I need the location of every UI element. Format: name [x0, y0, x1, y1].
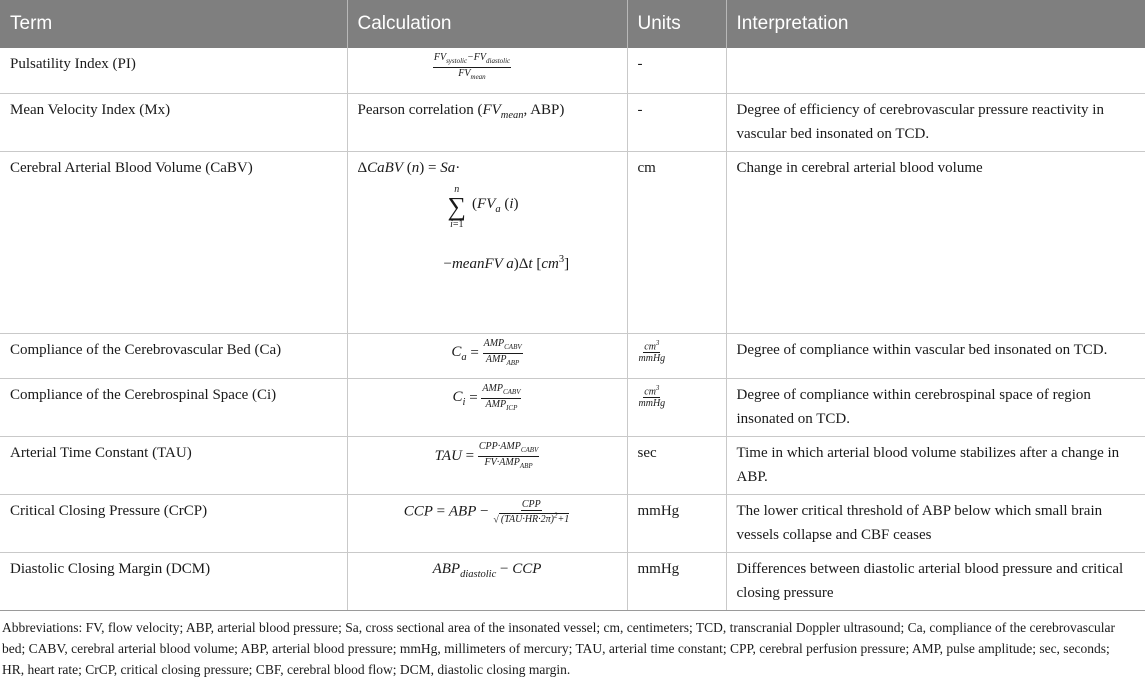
table-row — [0, 151, 1145, 333]
units-cell — [627, 333, 726, 378]
term-cell: Mean Velocity Index (Mx) — [0, 93, 347, 151]
term-cell: Cerebral Arterial Blood Volume (CaBV) — [0, 151, 347, 333]
calculation-formula: $C_a$ = $\frac{AMP_{CABV}}{AMP_{ABP}}$ — [347, 333, 627, 378]
calculation-formula: ΔCaBV (n) = Sa· n ∑ i=1 ($FV_a$ (i) −meanFV a)Δt $[cm^3]$ — [347, 151, 627, 333]
calc-prefix: Pearson correlation ( — [357, 101, 483, 118]
table-row — [0, 552, 1145, 610]
units-cell: mmHg — [627, 552, 726, 610]
units-cell: sec — [627, 436, 726, 494]
table-row — [0, 48, 1145, 93]
header-calculation: Calculation — [347, 0, 627, 48]
table-header-row — [0, 0, 1145, 48]
term-cell: Compliance of the Cerebrovascular Bed (Ca) — [0, 333, 347, 378]
term-cell: Critical Closing Pressure (CrCP) — [0, 494, 347, 552]
header-term: Term — [0, 0, 347, 48]
units-cell: - — [627, 48, 726, 93]
header-units: Units — [627, 0, 726, 48]
calculation-formula: Pearson correlation ($FV_{mean}$, ABP) — [347, 93, 627, 151]
interpretation-cell: Degree of compliance within cerebrospinal space of region insonated on TCD. — [726, 378, 1145, 436]
term-cell: Arterial Time Constant (TAU) — [0, 436, 347, 494]
interpretation-cell: Degree of compliance within vascular bed insonated on TCD. — [726, 333, 1145, 378]
calculation-formula: $C_i$ = $\frac{AMP_{CABV}}{AMP_{ICP}}$ — [347, 378, 627, 436]
term-cell: Compliance of the Cerebrospinal Space (Ci) — [0, 378, 347, 436]
abbreviations-footnote: Abbreviations: FV, flow velocity; ABP, arterial blood pressure; Sa, cross sectional area of the insonated vessel; cm, centimeters; TCD, transcranial Doppler ultrasound; Ca, compliance of the cerebrovascular bed; CABV, cerebral arterial blood volume; ABP, arterial blood pressure; mmHg, millimeters of mercury; TAU, arterial time constant; CPP, cerebral perfusion pressure; AMP, pulse amplitude; sec, seconds; HR, heart rate; CrCP, critical closing pressure; CBF, cerebral blood flow; DCM, diastolic closing margin. — [2, 619, 1115, 677]
calculation-formula: CCP = ABP − $\frac{\text{CPP}}{√ (TAU\cdot HR\cdot 2\pi)^2+1}$ — [347, 494, 627, 552]
table-row — [0, 378, 1145, 436]
calculation-formula: TAU = $\frac{CPP\cdot AMP_{CABV}}{FV\cdot AMP_{ABP}}$ — [347, 436, 627, 494]
interpretation-cell: Differences between diastolic arterial blood pressure and critical closing pressure — [726, 552, 1145, 610]
calc-suffix: , ABP) — [523, 101, 565, 118]
units-cell: - — [627, 93, 726, 151]
units-cell: mmHg — [627, 494, 726, 552]
table-row — [0, 93, 1145, 151]
term-cell: Diastolic Closing Margin (DCM) — [0, 552, 347, 610]
interpretation-cell: Change in cerebral arterial blood volume — [726, 151, 1145, 333]
table-row — [0, 436, 1145, 494]
interpretation-cell — [726, 48, 1145, 93]
table-row — [0, 333, 1145, 378]
interpretation-cell: Degree of efficiency of cerebrovascular pressure reactivity in vascular bed insonated on TCD. — [726, 93, 1145, 151]
units-cell — [627, 378, 726, 436]
header-interpretation: Interpretation — [726, 0, 1145, 48]
calculation-formula: $\frac{FV_{systolic}-FV_{diastolic}}{FV_{mean}}$ — [347, 48, 627, 93]
units-fraction: $\frac{cm^3}{\text{mmHg}}$ — [638, 383, 666, 409]
calculation-formula: $ABP_{diastolic}$ − CCP — [347, 552, 627, 610]
interpretation-cell: The lower critical threshold of ABP below which small brain vessels collapse and CBF ceases — [726, 494, 1145, 552]
units-fraction: $\frac{cm^3}{\text{mmHg}}$ — [638, 338, 666, 364]
table-row — [0, 494, 1145, 552]
units-cell: cm — [627, 151, 726, 333]
term-cell: Pulsatility Index (PI) — [0, 48, 347, 93]
interpretation-cell: Time in which arterial blood volume stabilizes after a change in ABP. — [726, 436, 1145, 494]
